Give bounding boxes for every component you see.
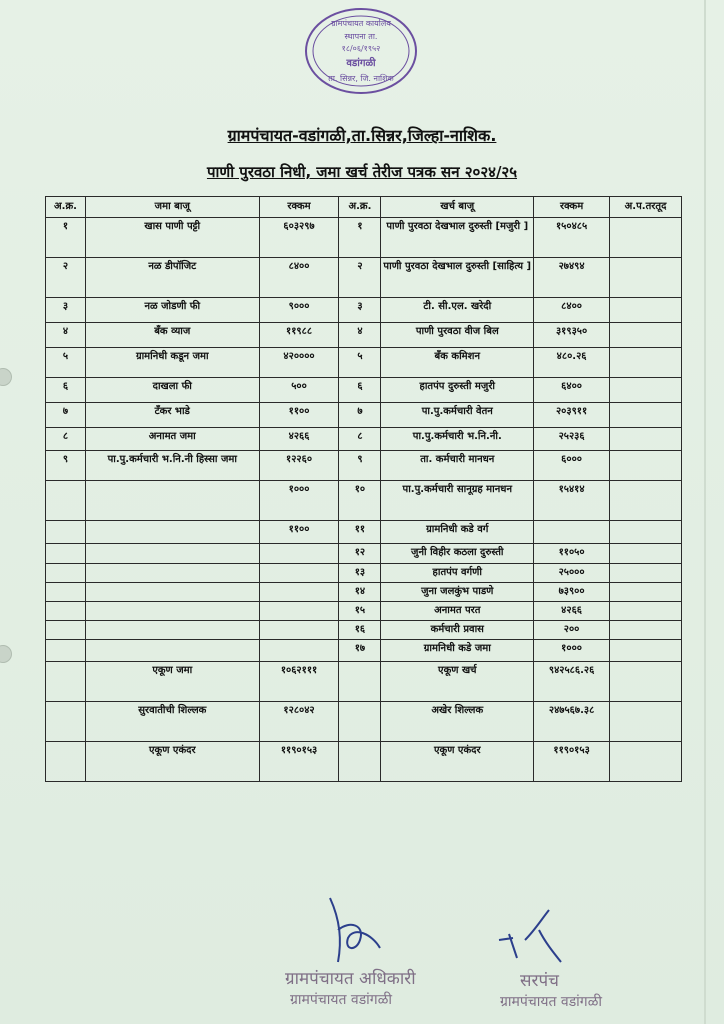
income-amount: १००० (259, 481, 339, 521)
provision (610, 258, 682, 298)
income-amount (259, 621, 339, 640)
table-row (46, 621, 682, 640)
expense-serial: ४ (339, 323, 381, 348)
expense-item: हातपंप वर्गणी (381, 564, 534, 583)
provision (610, 481, 682, 521)
expense-item: पा.पु.कर्मचारी भ.नि.नी. (381, 428, 534, 451)
income-serial (46, 544, 86, 564)
income-amount: ६०३२९७ (259, 218, 339, 258)
table-row (46, 602, 682, 621)
income-serial (46, 564, 86, 583)
expense-amount: २५००० (534, 564, 610, 583)
income-amount: ४२६६ (259, 428, 339, 451)
income-amount: ११९८८ (259, 323, 339, 348)
column-header: जमा बाजू (85, 197, 259, 218)
grand-total-income-amount: ११९०१५३ (259, 742, 339, 782)
total-row (46, 662, 682, 702)
sarpanch-subtitle: ग्रामपंचायत वडांगळी (500, 994, 602, 1010)
punch-hole (0, 645, 12, 663)
table-row (46, 298, 682, 323)
total-income-amount: १०६२१११ (259, 662, 339, 702)
expense-serial: १ (339, 218, 381, 258)
income-amount: ४२०००० (259, 348, 339, 378)
officer-subtitle: ग्रामपंचायत वडांगळी (290, 992, 392, 1008)
provision (610, 403, 682, 428)
expense-serial: १७ (339, 640, 381, 662)
income-serial: ३ (46, 298, 86, 323)
table-row (46, 583, 682, 602)
income-item: पा.पु.कर्मचारी भ.नि.नी हिस्सा जमा (85, 451, 259, 481)
expense-item: हातपंप दुरुस्ती मजुरी (381, 378, 534, 403)
table-header-row (46, 197, 682, 218)
income-amount: ९००० (259, 298, 339, 323)
income-serial: ५ (46, 348, 86, 378)
income-item: अनामत जमा (85, 428, 259, 451)
income-serial (46, 481, 86, 521)
expense-item: पाणी पुरवठा देखभाल दुरुस्ती [साहित्य ] (381, 258, 534, 298)
table-row (46, 323, 682, 348)
total-income-label: एकूण जमा (85, 662, 259, 702)
income-serial: ९ (46, 451, 86, 481)
expense-item: अनामत परत (381, 602, 534, 621)
income-serial: २ (46, 258, 86, 298)
expense-amount: २०३९११ (534, 403, 610, 428)
income-item: नळ जोडणी फी (85, 298, 259, 323)
expense-item: बँक कमिशन (381, 348, 534, 378)
provision (610, 621, 682, 640)
income-amount (259, 544, 339, 564)
table-row (46, 258, 682, 298)
expense-serial: ११ (339, 521, 381, 544)
expense-serial: १३ (339, 564, 381, 583)
expense-amount: २०० (534, 621, 610, 640)
punch-hole (0, 368, 12, 386)
expense-serial: १२ (339, 544, 381, 564)
income-item (85, 602, 259, 621)
expense-amount: २७४९४ (534, 258, 610, 298)
expense-amount (534, 521, 610, 544)
table-row (46, 378, 682, 403)
income-amount (259, 640, 339, 662)
provision (610, 640, 682, 662)
income-amount: ११०० (259, 521, 339, 544)
provision (610, 451, 682, 481)
grand-total-row (46, 742, 682, 782)
table-row (46, 544, 682, 564)
provision (610, 602, 682, 621)
document-subtitle: पाणी पुरवठा निधी, जमा खर्च तेरीज पत्रक सन २०२४/२५ (206, 163, 518, 181)
expense-item: पाणी पुरवठा देखभाल दुरुस्ती [मजुरी ] (381, 218, 534, 258)
expense-serial: ५ (339, 348, 381, 378)
stamp-text: वडांगळी (346, 58, 376, 69)
income-serial: ६ (46, 378, 86, 403)
income-item (85, 621, 259, 640)
ledger-body (46, 218, 682, 662)
table-row (46, 521, 682, 544)
income-serial: ७ (46, 403, 86, 428)
grand-total-income-label: एकूण एकंदर (85, 742, 259, 782)
provision (610, 583, 682, 602)
table-row (46, 218, 682, 258)
income-item (85, 544, 259, 564)
expense-serial: १० (339, 481, 381, 521)
table-row (46, 564, 682, 583)
income-serial (46, 640, 86, 662)
income-serial (46, 583, 86, 602)
expense-amount: २५२३६ (534, 428, 610, 451)
expense-amount: ११०५० (534, 544, 610, 564)
expense-item: जुना जलकुंभ पाडणे (381, 583, 534, 602)
expense-amount: १५४१४ (534, 481, 610, 521)
income-serial (46, 602, 86, 621)
stamp-text: ग्रामपंचायत कार्यालय (331, 19, 391, 28)
income-amount: ५०० (259, 378, 339, 403)
income-item (85, 564, 259, 583)
income-item: दाखला फी (85, 378, 259, 403)
expense-item: ग्रामनिधी कडे जमा (381, 640, 534, 662)
expense-item: पा.पु.कर्मचारी सानूग्रह मानधन (381, 481, 534, 521)
income-amount: ८४०० (259, 258, 339, 298)
column-header: अ.प.तरतूद (610, 197, 682, 218)
column-header: अ.क्र. (46, 197, 86, 218)
provision (610, 348, 682, 378)
provision (610, 298, 682, 323)
officer-title: ग्रामपंचायत अधिकारी (285, 969, 416, 989)
provision (610, 378, 682, 403)
table-row (46, 428, 682, 451)
closing-balance-amount: २४७५६७.३८ (534, 702, 610, 742)
provision (610, 323, 682, 348)
column-header: अ.क्र. (339, 197, 381, 218)
expense-serial: २ (339, 258, 381, 298)
table-row (46, 481, 682, 521)
income-item (85, 583, 259, 602)
income-item: ग्रामनिधी कडून जमा (85, 348, 259, 378)
page-fold (704, 0, 706, 1024)
total-expense-amount: ९४२५८६.२६ (534, 662, 610, 702)
document-title: ग्रामपंचायत-वडांगळी,ता.सिन्नर,जिल्हा-नाशिक. (227, 126, 497, 145)
total-expense-label: एकूण खर्च (381, 662, 534, 702)
income-item: बँक व्याज (85, 323, 259, 348)
expense-serial: ७ (339, 403, 381, 428)
closing-balance-label: अखेर शिल्लक (381, 702, 534, 742)
sarpanch-title: सरपंच (520, 971, 559, 991)
column-header: रक्कम (534, 197, 610, 218)
stamp-text: ता. सिन्नर, जि. नाशिक (328, 74, 394, 83)
income-serial: ४ (46, 323, 86, 348)
provision (610, 521, 682, 544)
expense-serial: १६ (339, 621, 381, 640)
expense-serial: १५ (339, 602, 381, 621)
income-item (85, 640, 259, 662)
provision (610, 428, 682, 451)
table-row (46, 403, 682, 428)
income-serial (46, 521, 86, 544)
expense-item: टी. सी.एल. खरेदी (381, 298, 534, 323)
stamp-text: स्थापना ता. (344, 32, 378, 41)
provision (610, 544, 682, 564)
ledger-table (45, 196, 682, 782)
income-serial: १ (46, 218, 86, 258)
income-item: टँकर भाडे (85, 403, 259, 428)
income-amount (259, 564, 339, 583)
expense-amount: ३१९३५० (534, 323, 610, 348)
column-header: रक्कम (259, 197, 339, 218)
expense-amount: ७३९०० (534, 583, 610, 602)
table-row (46, 451, 682, 481)
opening-balance-label: सुरवातीची शिल्लक (85, 702, 259, 742)
expense-amount: ४२६६ (534, 602, 610, 621)
income-item: खास पाणी पट्टी (85, 218, 259, 258)
expense-serial: १४ (339, 583, 381, 602)
sarpanch-signature (495, 900, 575, 970)
expense-amount: ६००० (534, 451, 610, 481)
provision (610, 564, 682, 583)
income-item (85, 481, 259, 521)
column-header: खर्च बाजू (381, 197, 534, 218)
table-row (46, 348, 682, 378)
expense-amount: १५०४८५ (534, 218, 610, 258)
expense-amount: ८४०० (534, 298, 610, 323)
provision (610, 218, 682, 258)
income-item: नळ डीपॉजिट (85, 258, 259, 298)
income-serial: ८ (46, 428, 86, 451)
officer-signature (320, 890, 390, 970)
income-amount: ११०० (259, 403, 339, 428)
grand-total-expense-amount: ११९०१५३ (534, 742, 610, 782)
stamp-text: १८/०६/१९५२ (341, 44, 381, 53)
expense-item: कर्मचारी प्रवास (381, 621, 534, 640)
expense-item: जुनी विहीर कठला दुरुस्ती (381, 544, 534, 564)
income-amount (259, 602, 339, 621)
table-row (46, 640, 682, 662)
balance-row (46, 702, 682, 742)
expense-item: ग्रामनिधी कडे वर्ग (381, 521, 534, 544)
expense-item: ता. कर्मचारी मानधन (381, 451, 534, 481)
office-stamp (303, 6, 419, 96)
expense-serial: ८ (339, 428, 381, 451)
income-serial (46, 621, 86, 640)
expense-serial: ९ (339, 451, 381, 481)
expense-serial: ६ (339, 378, 381, 403)
income-amount: १२२६० (259, 451, 339, 481)
expense-amount: १००० (534, 640, 610, 662)
income-item (85, 521, 259, 544)
grand-total-expense-label: एकूण एकंदर (381, 742, 534, 782)
expense-item: पा.पु.कर्मचारी वेतन (381, 403, 534, 428)
income-amount (259, 583, 339, 602)
opening-balance-amount: १२८०४२ (259, 702, 339, 742)
signature-area (0, 880, 724, 1024)
expense-item: पाणी पुरवठा वीज बिल (381, 323, 534, 348)
expense-amount: ६४०० (534, 378, 610, 403)
expense-serial: ३ (339, 298, 381, 323)
expense-amount: ४८०.२६ (534, 348, 610, 378)
